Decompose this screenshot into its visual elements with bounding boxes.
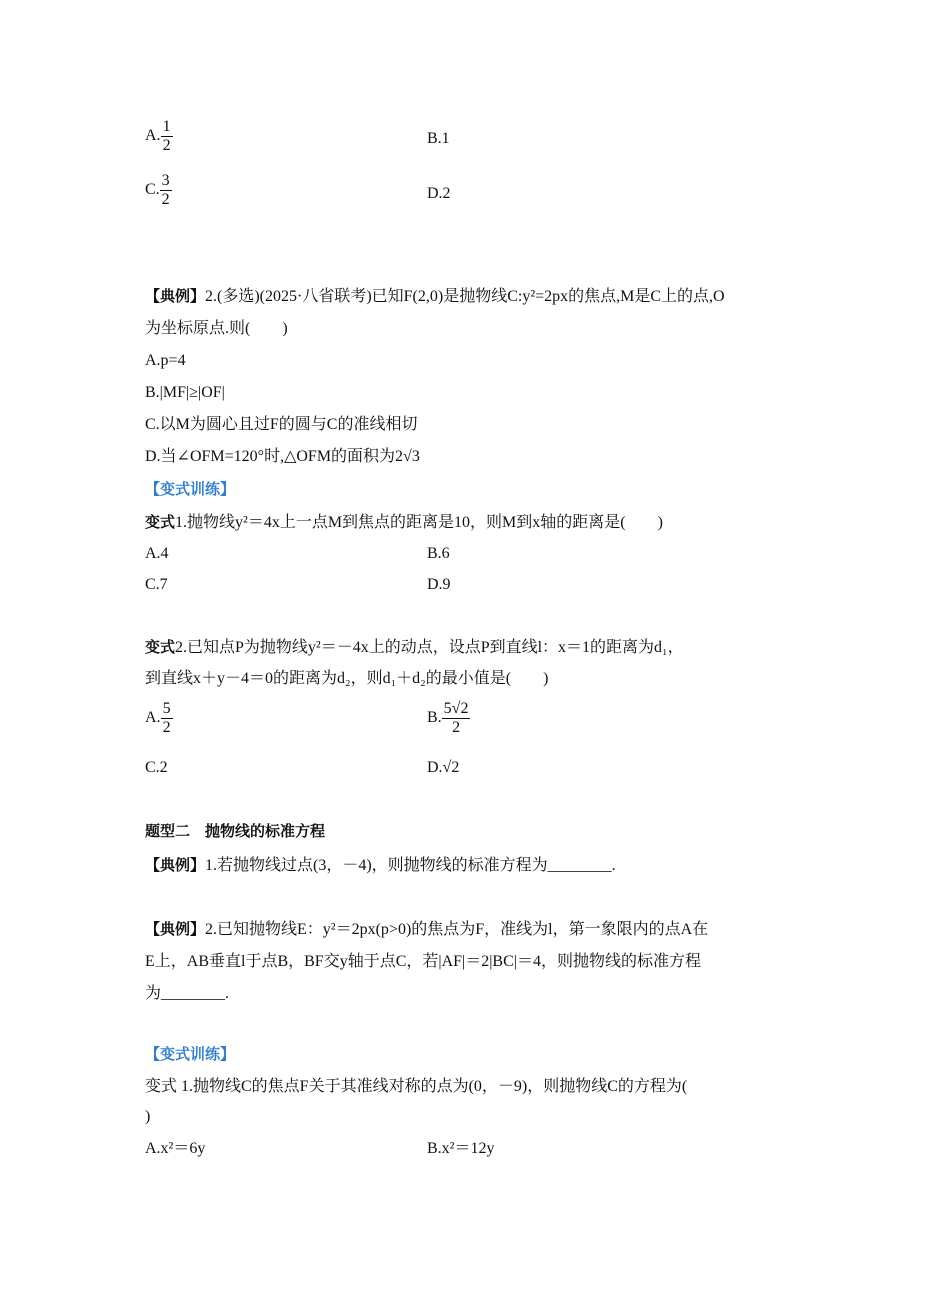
option-a: A. $\frac{1}{2}$ xyxy=(145,118,171,154)
variant-1-option-b: B.6 xyxy=(427,545,450,562)
example-2b-line2: E上，AB垂直l于点B，BF交y轴于点C，若|AF|＝2|BC|＝4，则抛物线的标准方程 xyxy=(145,953,701,970)
variant-1-option-c: C.7 xyxy=(145,576,168,593)
example-2-line2: 为坐标原点.则( ) xyxy=(145,320,288,337)
variant-1b-option-a: A.x²＝6y xyxy=(145,1140,206,1157)
variant-1b-option-b: B.x²＝12y xyxy=(427,1140,495,1157)
section-header-training: 【变式训练】 xyxy=(145,480,236,498)
variant-2-option-b: B. $\frac{5√2}{2}$ xyxy=(427,700,469,736)
example-2-option-d: D.当∠OFM=120°时,△OFM的面积为2√3 xyxy=(145,448,420,465)
fraction: $\frac{1}{2}$ xyxy=(162,118,171,154)
example-2-option-c: C.以M为圆心且过F的圆与C的准线相切 xyxy=(145,416,418,433)
option-c: C. $\frac{3}{2}$ xyxy=(145,172,170,208)
example-2-line1: 【典例】2.(多选)(2025·八省联考)已知F(2,0)是抛物线C:y²=2px的焦点,M是C上的点,O xyxy=(145,287,725,305)
example-2b-line3: 为________. xyxy=(145,985,230,1002)
variant-2-option-c: C.2 xyxy=(145,759,168,776)
variant-1b-line1: 变式 1.抛物线C的焦点F关于其准线对称的点为(0，－9)，则抛物线C的方程为( xyxy=(145,1078,688,1095)
fraction: $\frac{5√2}{2}$ xyxy=(443,700,469,736)
variant-2-line1: 变式2.已知点P为抛物线y²＝－4x上的动点，设点P到直线l：x＝1的距离为d₁， xyxy=(145,638,684,656)
example-2-option-b: B.|MF|≥|OF| xyxy=(145,384,225,401)
variant-1-option-a: A.4 xyxy=(145,545,169,562)
example-1: 【典例】1.若抛物线过点(3，－4)，则抛物线的标准方程为________. xyxy=(145,856,616,874)
option-d: D.2 xyxy=(427,185,451,202)
variant-1: 变式1.抛物线y²＝4x上一点M到焦点的距离是10，则M到x轴的距离是( ) xyxy=(145,513,663,531)
variant-2-option-a: A. $\frac{5}{2}$ xyxy=(145,700,171,736)
variant-1b-line2: ) xyxy=(145,1108,151,1125)
variant-2-option-d: D.√2 xyxy=(427,759,460,776)
option-b: B.1 xyxy=(427,130,450,147)
fraction: $\frac{3}{2}$ xyxy=(161,172,170,208)
fraction: $\frac{5}{2}$ xyxy=(162,700,171,736)
variant-1-option-d: D.9 xyxy=(427,576,451,593)
variant-2-line2: 到直线x＋y－4＝0的距离为d₂，则d₁＋d₂的最小值是( ) xyxy=(145,670,549,687)
section-header-training-2: 【变式训练】 xyxy=(145,1045,236,1063)
example-2b-line1: 【典例】2.已知抛物线E：y²＝2px(p>0)的焦点为F，准线为l，第一象限内的点A在 xyxy=(145,920,709,938)
example-2-option-a: A.p=4 xyxy=(145,352,186,369)
section-title: 题型二 抛物线的标准方程 xyxy=(145,822,326,840)
